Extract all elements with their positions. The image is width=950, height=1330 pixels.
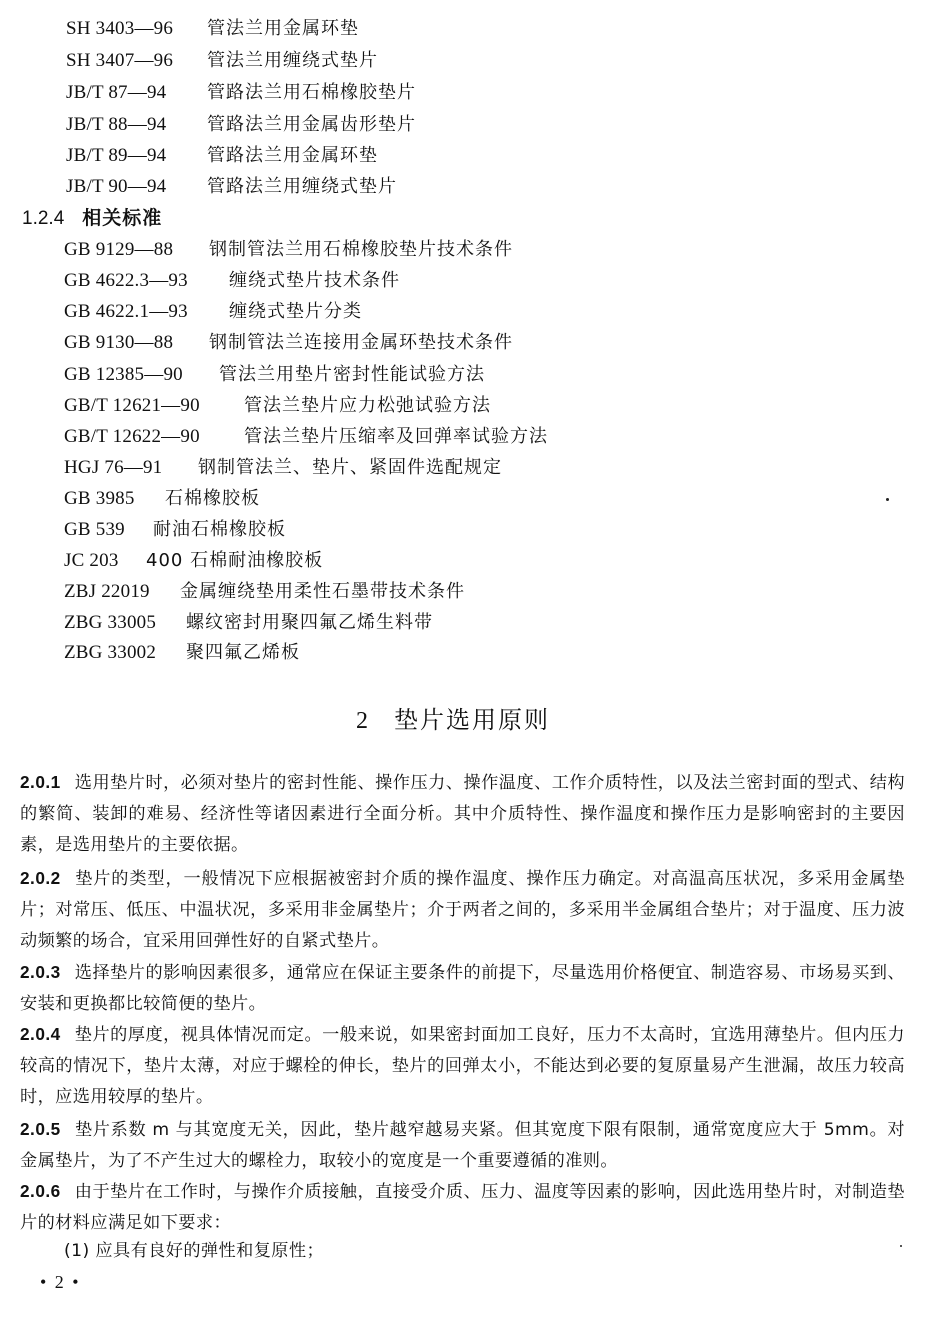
related-standard-line — [64, 269, 400, 293]
standard-code: GB 3985 — [64, 488, 135, 509]
standard-name: 螺纹密封用聚四氟乙烯生料带 — [186, 612, 433, 633]
standard-code: JC 203 — [64, 550, 119, 571]
standard-code: SH 3407—96 — [66, 50, 174, 71]
clause-text: 垫片的厚度，视具体情况而定。一般来说，如果密封面加工良好，压力不太高时，宜选用薄垫片。但内压力较高的情况下，垫片太薄，对应于螺栓的伸长，垫片的回弹太小，不能达到必要的复原量易产生泄漏，故压力较高时，应选用较厚的垫片。 — [20, 1025, 905, 1107]
clause-number: 2.0.1 — [20, 772, 61, 792]
standard-name: 钢制管法兰、垫片、紧固件选配规定 — [198, 457, 502, 478]
standard-code: JB/T 90—94 — [66, 176, 167, 197]
related-standard-line — [64, 549, 323, 573]
standard-code: JB/T 88—94 — [66, 114, 167, 135]
related-standard-line — [64, 300, 362, 324]
standard-name: 管法兰垫片压缩率及回弹率试验方法 — [244, 426, 548, 447]
related-standard-line — [64, 425, 548, 449]
standard-code: GB 4622.1—93 — [64, 301, 188, 322]
standard-line — [66, 175, 397, 199]
clause-text: 由于垫片在工作时，与操作介质接触，直接受介质、压力、温度等因素的影响，因此选用垫片时，对制造垫片的材料应满足如下要求： — [20, 1182, 905, 1233]
standard-name: 管路法兰用金属环垫 — [207, 145, 378, 166]
standard-code: GB 9129—88 — [64, 239, 174, 260]
standard-name: 管路法兰用缠绕式垫片 — [207, 176, 397, 197]
standard-code: GB/T 12621—90 — [64, 395, 200, 416]
standard-code: GB 12385—90 — [64, 364, 183, 385]
standard-name: 聚四氟乙烯板 — [186, 642, 300, 663]
standard-code: ZBJ 22019 — [64, 581, 150, 602]
standard-name: 钢制管法兰用石棉橡胶垫片技术条件 — [209, 239, 513, 260]
subsection-number: 1.2.4 — [22, 208, 65, 229]
standard-line — [66, 49, 378, 73]
standard-name: 400 石棉耐油橡胶板 — [146, 550, 324, 571]
section-heading — [356, 704, 550, 737]
standard-code: HGJ 76—91 — [64, 457, 163, 478]
clause-text: 垫片的类型，一般情况下应根据被密封介质的操作温度、操作压力确定。对高温高压状况，多采用金属垫片；对常压、低压、中温状况，多采用非金属垫片；介于两者之间的，多采用半金属组合垫片；对于温度、压力波动频繁的场合，宜采用回弹性好的自紧式垫片。 — [20, 869, 905, 951]
standard-name: 石棉橡胶板 — [165, 488, 260, 509]
clause-number: 2.0.4 — [20, 1024, 61, 1044]
clause-text: 选用垫片时，必须对垫片的密封性能、操作压力、操作温度、工作介质特性，以及法兰密封面的型式、结构的繁简、装卸的难易、经济性等诸因素进行全面分析。其中介质特性、操作温度和操作压力是影响密封的主要因素，是选用垫片的主要依据。 — [20, 773, 905, 855]
standard-code: GB/T 12622—90 — [64, 426, 200, 447]
related-standard-line — [64, 641, 300, 665]
clause-text: 选择垫片的影响因素很多，通常应在保证主要条件的前提下，尽量选用价格便宜、制造容易、市场易买到、安装和更换都比较简便的垫片。 — [20, 963, 905, 1014]
standard-line — [66, 144, 378, 168]
section-number: 2 — [356, 708, 368, 734]
standard-code: ZBG 33005 — [64, 612, 157, 633]
page-number: • 2 • — [40, 1272, 81, 1292]
related-standard-line — [64, 487, 260, 511]
standard-name: 缠绕式垫片分类 — [229, 301, 362, 322]
standard-name: 管法兰用缠绕式垫片 — [207, 50, 378, 71]
standard-line — [66, 113, 416, 137]
clause-number: 2.0.5 — [20, 1119, 61, 1139]
related-standard-line — [64, 238, 513, 262]
subsection-heading — [22, 206, 162, 231]
clause-paragraph — [20, 1019, 905, 1113]
standard-name: 管路法兰用石棉橡胶垫片 — [207, 82, 416, 103]
clause-number: 2.0.2 — [20, 868, 61, 888]
requirement-list-item: (1) 应具有良好的弹性和复原性； — [64, 1241, 325, 1261]
related-standard-line — [64, 363, 485, 387]
standard-name: 管路法兰用金属齿形垫片 — [207, 114, 416, 135]
standard-code: JB/T 89—94 — [66, 145, 167, 166]
related-standard-line — [64, 394, 491, 418]
standard-code: GB 9130—88 — [64, 332, 174, 353]
standard-name: 管法兰垫片应力松弛试验方法 — [244, 395, 491, 416]
standard-name: 金属缠绕垫用柔性石墨带技术条件 — [180, 581, 465, 602]
related-standard-line — [64, 518, 286, 542]
clause-number: 2.0.6 — [20, 1181, 61, 1201]
clause-paragraph — [20, 957, 905, 1020]
section-title: 垫片选用原则 — [394, 706, 550, 734]
related-standard-line — [64, 611, 433, 635]
clause-paragraph — [20, 863, 905, 957]
clause-paragraph — [20, 767, 905, 861]
related-standard-line — [64, 456, 502, 480]
clause-number: 2.0.3 — [20, 962, 61, 982]
standard-code: GB 4622.3—93 — [64, 270, 188, 291]
standard-code: GB 539 — [64, 519, 125, 540]
standard-name: 耐油石棉橡胶板 — [153, 519, 286, 540]
clause-paragraph — [20, 1176, 905, 1239]
related-standard-line — [64, 331, 513, 355]
related-standard-line — [64, 580, 465, 604]
standard-code: JB/T 87—94 — [66, 82, 167, 103]
standard-name: 管法兰用垫片密封性能试验方法 — [219, 364, 485, 385]
standard-line — [66, 81, 416, 105]
standard-name: 缠绕式垫片技术条件 — [229, 270, 400, 291]
scan-speck — [900, 1245, 902, 1247]
standard-code: ZBG 33002 — [64, 642, 157, 663]
standard-name: 钢制管法兰连接用金属环垫技术条件 — [209, 332, 513, 353]
clause-text: 垫片系数 m 与其宽度无关，因此，垫片越窄越易夹紧。但其宽度下限有限制，通常宽度应大于 5mm。对金属垫片，为了不产生过大的螺栓力，取较小的宽度是一个重要遵循的准则。 — [20, 1120, 905, 1171]
standard-name: 管法兰用金属环垫 — [207, 18, 359, 39]
scan-speck — [886, 498, 889, 501]
clause-paragraph — [20, 1114, 905, 1177]
standard-code: SH 3403—96 — [66, 18, 174, 39]
subsection-title: 相关标准 — [82, 207, 163, 229]
standard-line — [66, 17, 359, 41]
